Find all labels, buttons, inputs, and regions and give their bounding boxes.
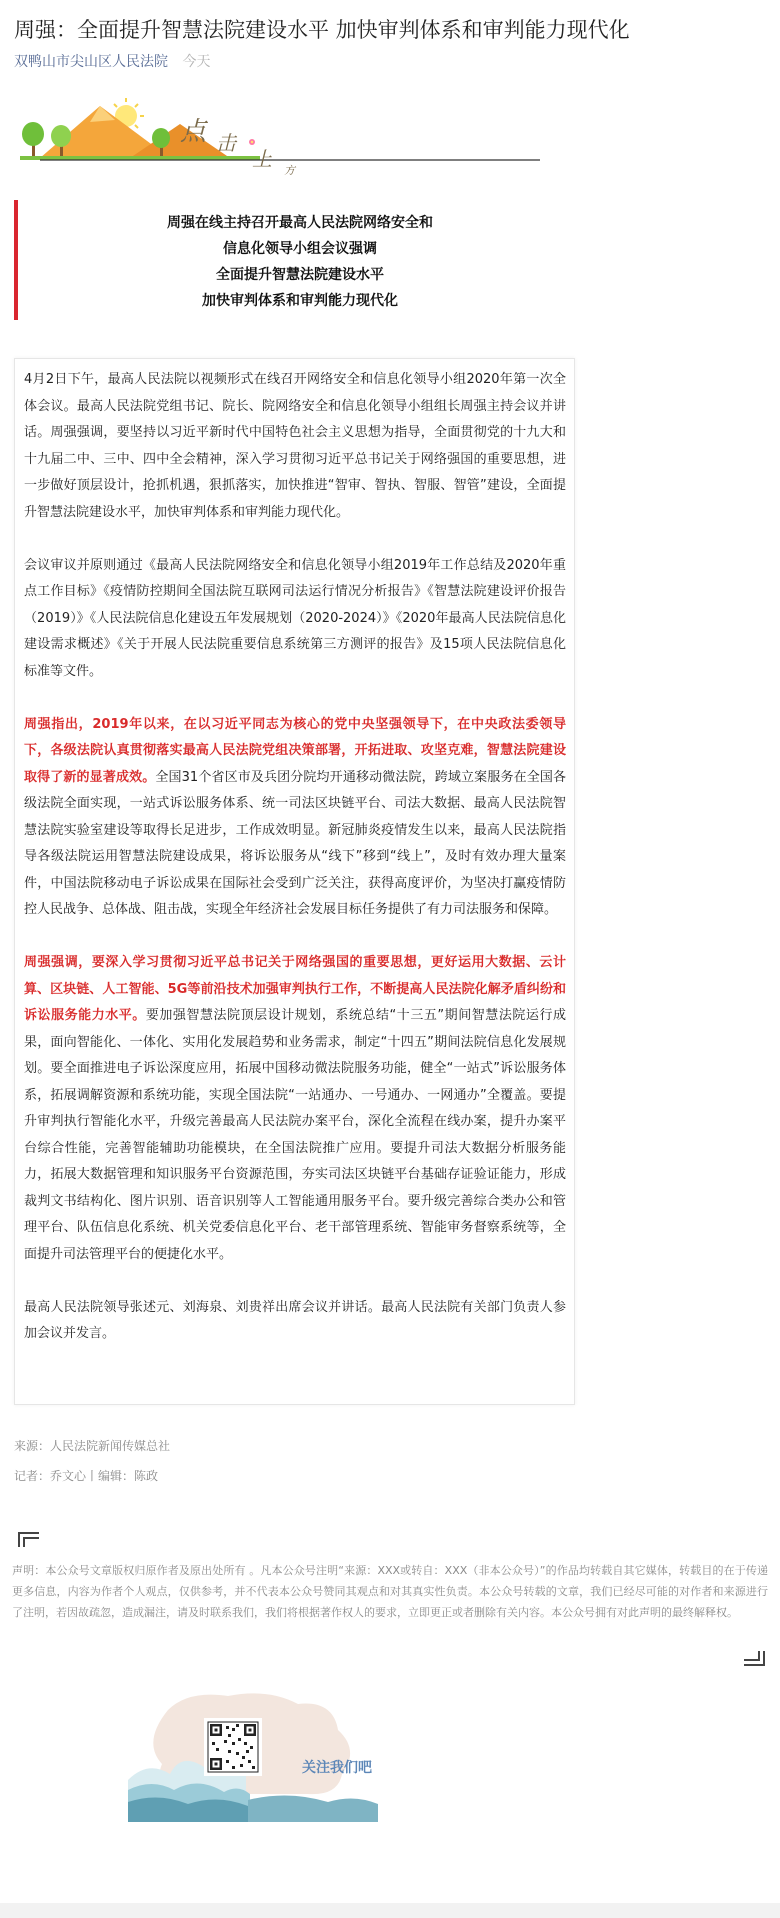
quote-corner-bottom-icon [743,1650,765,1666]
bottom-bar [0,1903,780,1918]
highlight-text: 周强强调，要深入学习贯彻习近平总书记关于网络强国的重要思想，更好运用大数据、云计算、区块链、人工智能、5G等前沿技术加强审判执行工作，不断提高人民法院化解矛盾纠纷和诉讼服务能力水平。 [24,955,566,1023]
banner-char-2: 击 [216,131,236,155]
article-body [14,358,575,1405]
flower-icon [249,139,255,145]
highlight-text: 周强指出，2019年以来，在以习近平同志为核心的党中央坚强领导下，在中央政法委领导下，各级法院认真贯彻落实最高人民法院党组决策部署，开拓进取、攻坚克难，智慧法院建设取得了新的显著成效。 [24,716,566,785]
follow-us-label[interactable]: 关注我们吧 [302,1760,372,1776]
paragraph-1: 4月2日下午，最高人民法院以视频形式在线召开网络安全和信息化领导小组2020年第一次全体会议。最高人民法院党组书记、院长、院网络安全和信息化领导小组组长周强主持会议并讲话。周强强调，要坚持以习近平新时代中国特色社会主义思想为指导，全面贯彻党的十九大和十九届二中、三中、四中全会精神，深入学习贯彻习近平总书记关于网络强国的重要思想，进一步做好顶层设计，抢抓机遇，狠抓落实，加快推进“智审、智执、智服、智管”建设，全面提升智慧法院建设水平，加快审判体系和审判能力现代化。 [24,372,566,520]
article-meta [14,52,210,72]
disclaimer: 声明：本公众号文章版权归原作者及原出处所有 。凡本公众号注明“来源：XXX或转自：XXX（非本公众号）”的作品均转载自其它媒体，转载目的在于传递更多信息，内容为作者个人观点，仅供参考，并不代表本公众号赞同其观点和对其真实性负责。本公众号转载的文章，我们已经尽可能的对作者和来源进行了注明，若因故疏忽，造成漏注，请及时联系我们，我们将根据著作权人的要求，立即更正或者删除有关内容。本公众号拥有对此声明的最终解释权。 [12,1564,768,1619]
paragraph-text: 全国31个省区市及兵团分院均开通移动微法院，跨域立案服务在全国各级法院全面实现，一站式诉讼服务体系、统一司法区块链平台、司法大数据、最高人民法院智慧法院实验室建设等取得长足进步，工作成效明显。新冠肺炎疫情发生以来，最高人民法院指导各级法院运用智慧法院建设成果，将诉讼服务从“线下”移到“线上”，及时有效办理大量案件，中国法院移动电子诉讼成果在国际社会受到广泛关注，获得高度评价，为坚决打赢疫情防控人民战争、总体战、阻击战，实现全年经济社会发展目标任务提供了有力司法服务和保障。 [24,769,566,917]
qr-code-icon[interactable] [204,1718,262,1776]
headline-line: 周强在线主持召开最高人民法院网络安全和 [167,215,433,231]
article-title: 周强：全面提升智慧法院建设水平 加快审判体系和审判能力现代化 [14,18,630,42]
publish-date: 今天 [182,54,211,70]
paragraph-2: 会议审议并原则通过《最高人民法院网络安全和信息化领导小组2019年工作总结及2020年重点工作目标》《疫情防控期间全国法院互联网司法运行情况分析报告》《智慧法院建设评价报告（2019）》《人民法院信息化建设五年发展规划（2020-2024）》《2020年最高人民法院信息化建设需求概述》《关于开展人民法院重要信息系统第三方测评的报告》及15项人民法院信息化标准等文件。 [24,557,566,679]
follow-us-graphic[interactable] [128,1690,378,1822]
banner-char-1: 点 [180,117,207,147]
quote-corner-top-icon [18,1532,40,1548]
paragraph-3 [24,712,566,924]
source-line: 来源：人民法院新闻传媒总社 [14,1439,171,1453]
byline: 记者：乔文心丨编辑：陈政 [14,1469,159,1483]
banner-char-3: 上 [252,147,272,171]
headline-line: 信息化领导小组会议强调 [223,241,377,257]
banner-char-4: 方 [284,164,295,176]
headline-line: 全面提升智慧法院建设水平 [216,267,384,283]
paragraph-4 [24,950,566,1268]
paragraph-text: 要加强智慧法院顶层设计规划，系统总结“十三五”期间智慧法院运行成果，面向智能化、一体化、实用化发展趋势和业务需求，制定“十四五”期间法院信息化发展规划。要全面推进电子诉讼深度应用，拓展中国移动微法院服务功能，健全“一站式”诉讼服务体系，拓展调解资源和系统功能，实现全国法院“一站通办、一号通办、一网通办”全覆盖。要提升审判执行智能化水平，升级完善最高人民法院办案平台，深化全流程在线办案，提升办案平台综合性能，完善智能辅助功能模块，在全国法院推广应用。要提升司法大数据分析服务能力，拓展大数据管理和知识服务平台资源范围，夯实司法区块链平台基础存证验证能力，形成裁判文书结构化、图片识别、语音识别等人工智能通用服务平台。要升级完善综合类办公和管理平台、队伍信息化系统、机关党委信息化平台、老干部管理系统、智能审务督察系统等，全面提升司法管理平台的便捷化水平。 [24,1008,566,1262]
grass-strip [20,156,260,160]
headline-line: 加快审判体系和审判能力现代化 [202,293,398,309]
click-above-banner[interactable] [20,96,540,176]
headline [40,210,560,314]
account-name-link[interactable]: 双鸭山市尖山区人民法院 [14,54,168,70]
paragraph-5: 最高人民法院领导张述元、刘海泉、刘贵祥出席会议并讲话。最高人民法院有关部门负责人参加会议并发言。 [24,1299,566,1341]
